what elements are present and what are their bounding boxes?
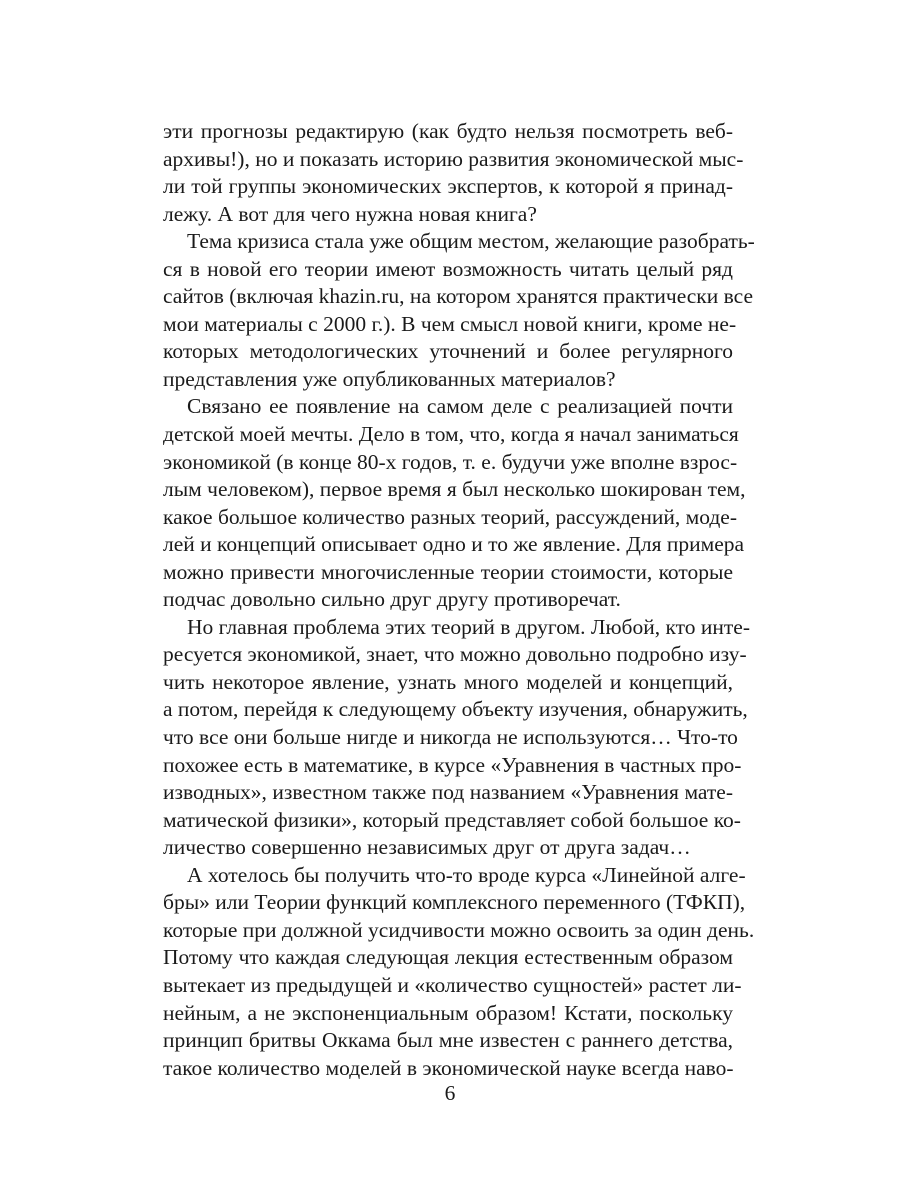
text-line: а потом, перейдя к следующему объекту изучения, обнаружить, bbox=[163, 697, 748, 722]
text-line: ресуется экономикой, знает, что можно довольно подробно изу- bbox=[163, 642, 747, 667]
text-line: лей и концепций описывает одно и то же явление. Для примера bbox=[163, 532, 745, 557]
text-line: какое большое количество разных теорий, рассуждений, моде- bbox=[163, 504, 737, 529]
text-line: представления уже опубликованных материалов? bbox=[163, 366, 616, 391]
paragraph-first-line: Но главная проблема этих теорий в другом. Любой, кто инте- bbox=[187, 614, 751, 639]
paragraph-first-line: А хотелось бы получить что-то вроде курса «Линейной алге- bbox=[187, 862, 746, 887]
body-text bbox=[163, 118, 755, 1082]
text-line: ся в новой его теории имеют возможность читать целый ряд bbox=[163, 256, 733, 281]
text-line: такое количество моделей в экономической науке всегда наво- bbox=[163, 1055, 734, 1080]
paragraph-first-line: Тема кризиса стала уже общим местом, желающие разобрать- bbox=[187, 229, 755, 254]
text-line: мои материалы с 2000 г.). В чем смысл новой книги, кроме не- bbox=[163, 311, 737, 336]
text-line: матической физики», который представляет собой большое ко- bbox=[163, 807, 741, 832]
text-line: что все они больше нигде и никогда не используются… Что-то bbox=[163, 725, 738, 750]
text-line: лежу. А вот для чего нужна новая книга? bbox=[163, 201, 537, 226]
text-line: бры» или Теории функций комплексного переменного (ТФКП), bbox=[163, 890, 746, 915]
paragraph-first-line: Связано ее появление на самом деле с реализацией почти bbox=[187, 394, 733, 419]
text-line: похожее есть в математике, в курсе «Уравнения в частных про- bbox=[163, 752, 742, 777]
text-line: Потому что каждая следующая лекция естественным образом bbox=[163, 945, 733, 970]
text-line: детской моей мечты. Дело в том, что, когда я начал заниматься bbox=[163, 422, 739, 447]
text-line: изводных», известном также под названием «Уравнения мате- bbox=[163, 780, 733, 805]
text-line: архивы!), но и показать историю развития экономической мыс- bbox=[163, 146, 744, 171]
text-line: сайтов (включая khazin.ru, на котором хранятся практически все bbox=[163, 284, 754, 309]
text-line: можно привести многочисленные теории стоимости, которые bbox=[163, 559, 733, 584]
page-number: 6 bbox=[444, 1081, 456, 1105]
text-line: личество совершенно независимых друг от друга задач… bbox=[163, 835, 691, 860]
text-line: которые при должной усидчивости можно освоить за один день. bbox=[163, 917, 755, 942]
text-line: которых методологических уточнений и более регулярного bbox=[163, 339, 733, 364]
text-line: чить некоторое явление, узнать много моделей и концепций, bbox=[163, 669, 733, 694]
text-line: лым человеком), первое время я был несколько шокирован тем, bbox=[163, 477, 746, 502]
text-line: экономикой (в конце 80-х годов, т. е. будучи уже вполне взрос- bbox=[163, 449, 738, 474]
text-line: принцип бритвы Оккама был мне известен с раннего детства, bbox=[163, 1028, 733, 1053]
text-line: вытекает из предыдущей и «количество сущностей» растет ли- bbox=[163, 972, 742, 997]
text-line: нейным, а не экспоненциальным образом! Кстати, поскольку bbox=[163, 1000, 733, 1025]
text-line: подчас довольно сильно друг другу противоречат. bbox=[163, 587, 621, 612]
text-line: ли той группы экономических экспертов, к которой я принад- bbox=[163, 174, 733, 199]
text-line: эти прогнозы редактирую (как будто нельзя посмотреть веб- bbox=[163, 119, 733, 143]
